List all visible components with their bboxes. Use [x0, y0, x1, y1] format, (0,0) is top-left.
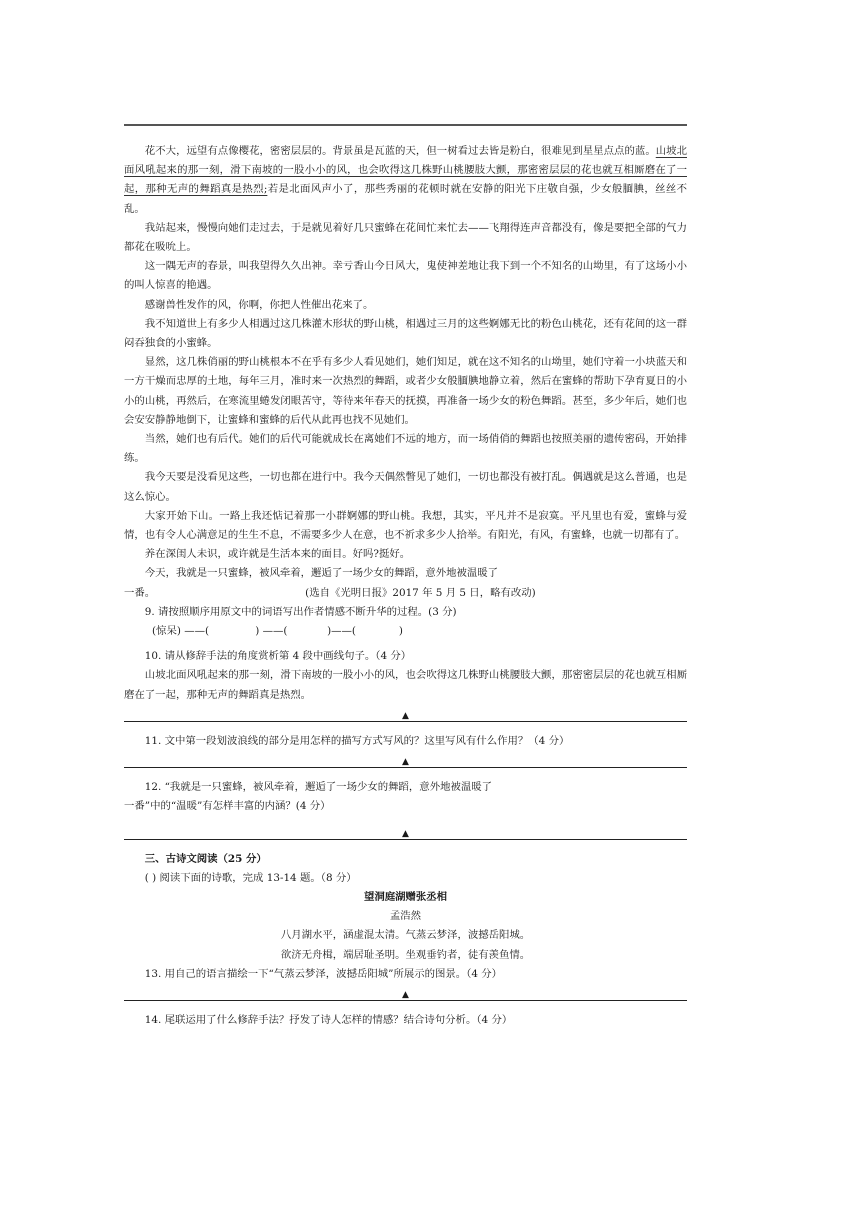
- header-rule: [124, 124, 687, 126]
- passage-text: 花不大，远望有点像樱花，密密层层的。背景虽是瓦蓝的天，但一树看过去皆是粉白，很难见到星星点点的蓝。: [144, 145, 656, 157]
- passage-text: 一番。: [124, 586, 156, 599]
- question-9-blanks: (惊呆) ——( ) ——( )——( ): [152, 625, 403, 638]
- exam-content: [124, 142, 687, 1030]
- poem-line-2: 欲济无舟楫，端居耻圣明。坐观垂钓者，徒有羡鱼情。: [280, 948, 531, 961]
- question-12-cont: 一番”中的“温暖”有怎样丰富的内涵？(4 分）: [124, 800, 331, 813]
- answer-line-10[interactable]: [124, 707, 687, 722]
- wavy-underlined-text: 山坡北面风吼起来的那一刻，滑下南坡的一股小小的风，也会吹得这几株野山桃腰肢大颤，那密密层层的花也就互相厮磨在了一起，那种无声的舞蹈真是热烈;: [124, 145, 687, 196]
- poem-author: 孟浩然: [389, 910, 422, 923]
- triangle-icon: ▲: [402, 710, 409, 721]
- triangle-icon: ▲: [402, 757, 409, 768]
- answer-line-11[interactable]: [124, 753, 687, 768]
- passage-paragraph-3: 这一隅无声的春景，叫我望得久久出神。幸亏香山今日风大，鬼使神差地让我下到一个不知名的山坳里，有了这场小小的叫人惊喜的艳遇。: [124, 260, 687, 292]
- question-13: 13. 用自己的语言描绘一下“气蒸云梦泽，波撼岳阳城”所展示的图景。（4 分）: [144, 967, 503, 980]
- passage-paragraph-4: 感谢兽性发作的风，你啊，你把人性催出花来了。: [144, 298, 374, 311]
- section-3-heading: 三、古诗文阅读（25 分）: [144, 852, 267, 865]
- passage-paragraph-8: 我今天要是没看见这些，一切也都在进行中。我今天偶然瞥见了她们，一切也都没有被打乱。偶遇就是这么普通，也是这么惊心。: [124, 471, 687, 503]
- passage-text: 若是北面风声小了，那些秀丽的花顿时就在安静的阳光下庄敬自强，少女般腼腆，丝丝不乱。: [124, 183, 687, 215]
- passage-paragraph-6: 显然，这几株俏丽的野山桃根本不在乎有多少人看见她们，她们知足，就在这不知名的山坳里，她们守着一小块蓝天和一方干燥而忠厚的土地，每年三月，准时来一次热烈的舞蹈，或者少女般腼腆地静立着，然后在蜜蜂的帮助下孕育夏日的小小的山桃，再然后，在寒流里蜷发闭眼苦守，等待来年春天的抚摸，再准备一场少女的粉色舞蹈。甚至，多少年后，她们也会安安静静地倒下，让蜜蜂和蜜蜂的后代从此再也找不见她们。: [124, 356, 687, 426]
- passage-paragraph-5: 我不知道世上有多少人相遇过这几株灌木形状的野山桃，相遇过三月的这些婀娜无比的粉色山桃花，还有花间的这一群闷吞独食的小蜜蜂。: [124, 317, 687, 350]
- question-12: 12. “我就是一只蜜蜂，被风牵着，邂逅了一场少女的舞蹈，意外地被温暖了: [144, 781, 493, 794]
- passage-paragraph-1: [124, 142, 687, 219]
- triangle-icon: ▲: [402, 828, 409, 839]
- passage-paragraph-7: 当然，她们也有后代。她们的后代可能就成长在离她们不远的地方，而一场俏俏的舞蹈也按照美丽的遗传密码，开始排练。: [124, 433, 687, 465]
- passage-paragraph-11: 今天，我就是一只蜜蜂，被风牵着，邂逅了一场少女的舞蹈，意外地被温暖了: [144, 567, 499, 580]
- poem-title: 望洞庭湖赠张丞相: [363, 890, 448, 903]
- passage-paragraph-2: 我站起来，慢慢向她们走过去，于是就见着好几只蜜蜂在花间忙来忙去——飞翔得连声音都没有，像是要把全部的气力都花在吸吮上。: [124, 221, 687, 254]
- answer-line-13[interactable]: [124, 986, 687, 1001]
- question-11: 11. 文中第一段划波浪线的部分是用怎样的描写方式写风的？这里写风有什么作用？（4 分）: [144, 734, 570, 747]
- section-3-instruction: ( ) 阅读下面的诗歌，完成 13-14 题。（8 分）: [144, 871, 357, 884]
- passage-paragraph-10: 养在深闺人未识，或许就是生活本来的面目。好吗?挺好。: [144, 548, 411, 561]
- question-10: 10. 请从修辞手法的角度赏析第 4 段中画线句子。（4 分）: [144, 650, 412, 663]
- question-14: 14. 尾联运用了什么修辞手法？抒发了诗人怎样的情感？结合诗句分析。（4 分）: [144, 1013, 513, 1026]
- answer-line-12[interactable]: [124, 825, 687, 840]
- triangle-icon: ▲: [402, 989, 409, 1000]
- question-10-quote: 山坡北面风吼起来的那一刻，滑下南坡的一股小小的风，也会吹得这几株野山桃腰肢大颤，那密密层层的花也就互相厮磨在了一起，那种无声的舞蹈真是热烈。: [124, 669, 687, 701]
- question-9: 9. 请按照顺序用原文中的词语写出作者情感不断升华的过程。(3 分): [144, 605, 457, 618]
- passage-paragraph-11-end: [124, 584, 687, 603]
- source-citation: (选自《光明日报》2017 年 5 月 5 日，略有改动): [305, 586, 536, 599]
- poem-line-1: 八月湖水平，涵虚混太清。气蒸云梦泽，波撼岳阳城。: [280, 929, 531, 942]
- passage-paragraph-9: 大家开始下山。一路上我还惦记着那一小群婀娜的野山桃。我想，其实，平凡并不是寂寞。平凡里也有爱，蜜蜂与爱情，也有令人心满意足的生生不息，不需要多少人在意，也不祈求多少人拾举。有阳光，有风，有蜜蜂，也就一切都有了。: [124, 509, 687, 542]
